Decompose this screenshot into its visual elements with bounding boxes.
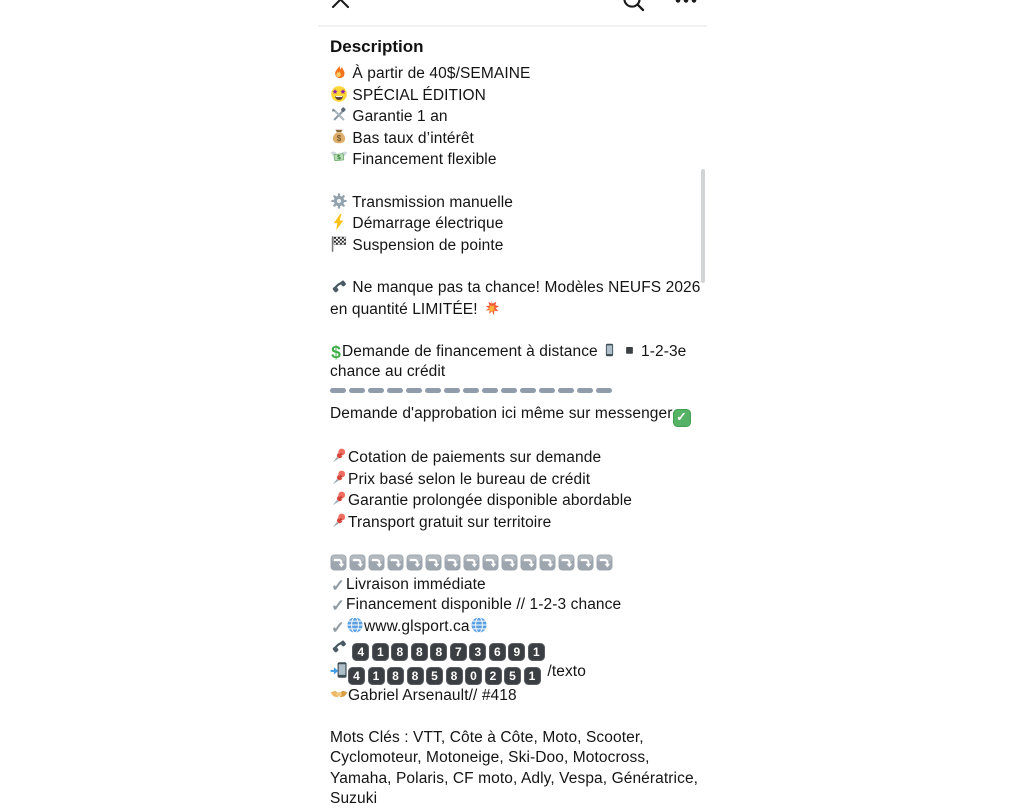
description-line: en quantité LIMITÉE! — [330, 299, 694, 321]
arrow-curving-down-icon — [406, 554, 423, 571]
pushpin-icon — [330, 512, 348, 530]
description-line — [330, 171, 694, 192]
arrow-curving-down-icon — [577, 554, 594, 571]
gear-icon — [330, 192, 348, 210]
keycap-digit-icon: 8 — [391, 643, 408, 662]
description-line: chance au crédit — [330, 363, 446, 381]
description-text — [330, 63, 701, 810]
pushpin-icon — [330, 447, 348, 465]
checkered-flag-icon — [330, 235, 348, 253]
keycap-digit-icon: 4 — [352, 643, 369, 662]
keycap-digit-icon: 6 — [489, 643, 506, 662]
zap-icon — [330, 213, 348, 231]
arrow-curving-down-icon — [596, 554, 613, 571]
globe-icon — [470, 616, 488, 634]
heavy-minus-icon — [558, 388, 574, 393]
arrow-curving-down-icon — [368, 554, 385, 571]
keycap-digit-icon: 1 — [372, 643, 389, 662]
description-line: ✓ www.glsport.ca — [330, 616, 694, 638]
description-line: Transport gratuit sur territoire — [330, 512, 694, 534]
description-line: Prix basé selon le bureau de crédit — [330, 469, 694, 491]
hammer-wrench-icon — [330, 106, 348, 124]
description-line — [330, 320, 694, 341]
description-line: 4 1 8 8 5 8 0 2 5 1 /texto — [330, 661, 694, 685]
keycap-digit-icon: 7 — [450, 643, 467, 662]
arrow-curving-down-icon — [330, 554, 347, 571]
pushpin-icon — [330, 469, 348, 487]
heavy-minus-icon — [482, 388, 498, 393]
heavy-minus-icon — [330, 388, 346, 393]
telephone-receiver-icon — [330, 637, 348, 655]
svg-text:$: $ — [336, 133, 342, 143]
keycap-digit-icon: 2 — [485, 667, 502, 686]
heavy-minus-icon — [596, 388, 612, 393]
description-line — [330, 383, 694, 404]
description-line: Cyclomoteur, Motoneige, Ski-Doo, Motocross, — [330, 749, 650, 767]
description-line: À partir de 40$/SEMAINE — [330, 63, 694, 85]
arrow-curving-down-icon — [463, 554, 480, 571]
topbar-divider — [318, 25, 707, 27]
keycap-digit-icon: 8 — [411, 643, 428, 662]
keycap-digit-icon: 9 — [508, 643, 525, 662]
money-bag-icon — [330, 128, 348, 146]
description-line: Yamaha, Polaris, CF moto, Adly, Vespa, Génératrice, — [330, 769, 699, 787]
heavy-minus-icon — [368, 388, 384, 393]
mobile-phone-arrow-icon — [330, 661, 348, 679]
description-line — [330, 707, 694, 728]
heavy-minus-icon — [349, 388, 365, 393]
scrollbar-thumb[interactable] — [701, 169, 705, 283]
check-mark-button-icon: ✓ — [673, 409, 691, 427]
pushpin-icon — [330, 490, 348, 508]
description-line: Mots Clés : VTT, Côte à Côte, Moto, Scooter, — [330, 728, 644, 746]
heavy-minus-icon — [463, 388, 479, 393]
keycap-digit-icon: 1 — [528, 643, 545, 662]
search-icon[interactable] — [621, 0, 647, 14]
heavy-minus-icon — [577, 388, 593, 393]
description-line: $ Bas taux d’intérêt — [330, 128, 694, 150]
heavy-minus-icon — [501, 388, 517, 393]
heavy-check-icon: ✓ — [331, 576, 345, 595]
heavy-check-icon: ✓ — [331, 618, 345, 637]
arrow-curving-down-icon — [501, 554, 518, 571]
description-line: Cotation de paiements sur demande — [330, 447, 694, 469]
arrow-curving-down-icon — [387, 554, 404, 571]
description-line: ✓Livraison immédiate — [331, 575, 486, 595]
fire-icon — [330, 63, 348, 81]
svg-text:$: $ — [336, 154, 342, 162]
description-line: Garantie prolongée disponible abordable — [330, 490, 694, 512]
description-line: $ Financement flexible — [330, 149, 694, 171]
heavy-check-icon: ✓ — [331, 597, 345, 616]
description-line — [330, 637, 694, 661]
description-line: Demande d'approbation ici même sur messenger ✓ — [330, 404, 694, 427]
description-line — [330, 427, 694, 448]
keycap-digit-icon: 8 — [430, 643, 447, 662]
description-line: Garantie 1 an — [330, 106, 694, 128]
description-line: Ne manque pas ta chance! Modèles NEUFS 2026 — [330, 277, 694, 299]
section-title: Description — [330, 37, 424, 56]
keycap-digit-icon: 1 — [524, 667, 541, 686]
description-line: $Demande de financement à distance 1-2-3e — [331, 341, 687, 362]
handshake-icon — [330, 685, 348, 703]
arrow-curving-down-icon — [349, 554, 366, 571]
description-line: Gabriel Arsenault// #418 — [330, 685, 694, 707]
description-line — [330, 554, 694, 575]
small-black-square-icon — [622, 341, 637, 359]
heavy-minus-icon — [520, 388, 536, 393]
keycap-digit-icon: 4 — [348, 667, 365, 686]
collision-icon — [482, 299, 500, 317]
marketplace-description-panel — [318, 0, 707, 808]
heavy-minus-icon — [406, 388, 422, 393]
globe-icon — [346, 616, 364, 634]
arrow-curving-down-icon — [482, 554, 499, 571]
keycap-digit-icon: 5 — [426, 667, 443, 686]
description-line: Transmission manuelle — [330, 192, 694, 214]
mobile-phone-icon — [602, 341, 617, 359]
arrow-curving-down-icon — [539, 554, 556, 571]
heavy-minus-icon — [387, 388, 403, 393]
description-line: ✓Financement disponible // 1-2-3 chance — [331, 596, 622, 616]
keycap-digit-icon: 3 — [469, 643, 486, 662]
more-options-icon[interactable] — [674, 0, 698, 6]
description-line: Suspension de pointe — [330, 235, 694, 257]
money-wings-icon — [330, 149, 348, 167]
heavy-minus-icon — [539, 388, 555, 393]
arrow-curving-down-icon — [520, 554, 537, 571]
description-line — [330, 256, 694, 277]
heavy-dollar-icon: $ — [331, 341, 341, 362]
telephone-receiver-icon — [330, 277, 348, 295]
arrow-curving-down-icon — [558, 554, 575, 571]
keycap-digit-icon: 5 — [504, 667, 521, 686]
heavy-minus-icon — [425, 388, 441, 393]
keycap-digit-icon: 8 — [446, 667, 463, 686]
description-section — [318, 0, 707, 810]
arrow-curving-down-icon — [444, 554, 461, 571]
close-icon[interactable] — [329, 0, 352, 11]
description-line: Suzuki — [330, 790, 378, 808]
description-line: SPÉCIAL ÉDITION — [330, 85, 694, 107]
heavy-minus-icon — [444, 388, 460, 393]
keycap-digit-icon: 8 — [387, 667, 404, 686]
arrow-curving-down-icon — [425, 554, 442, 571]
description-line — [330, 533, 694, 554]
description-line: Démarrage électrique — [330, 213, 694, 235]
keycap-digit-icon: 8 — [407, 667, 424, 686]
keycap-digit-icon: 1 — [368, 667, 385, 686]
keycap-digit-icon: 0 — [465, 667, 482, 686]
star-struck-icon — [330, 85, 348, 103]
